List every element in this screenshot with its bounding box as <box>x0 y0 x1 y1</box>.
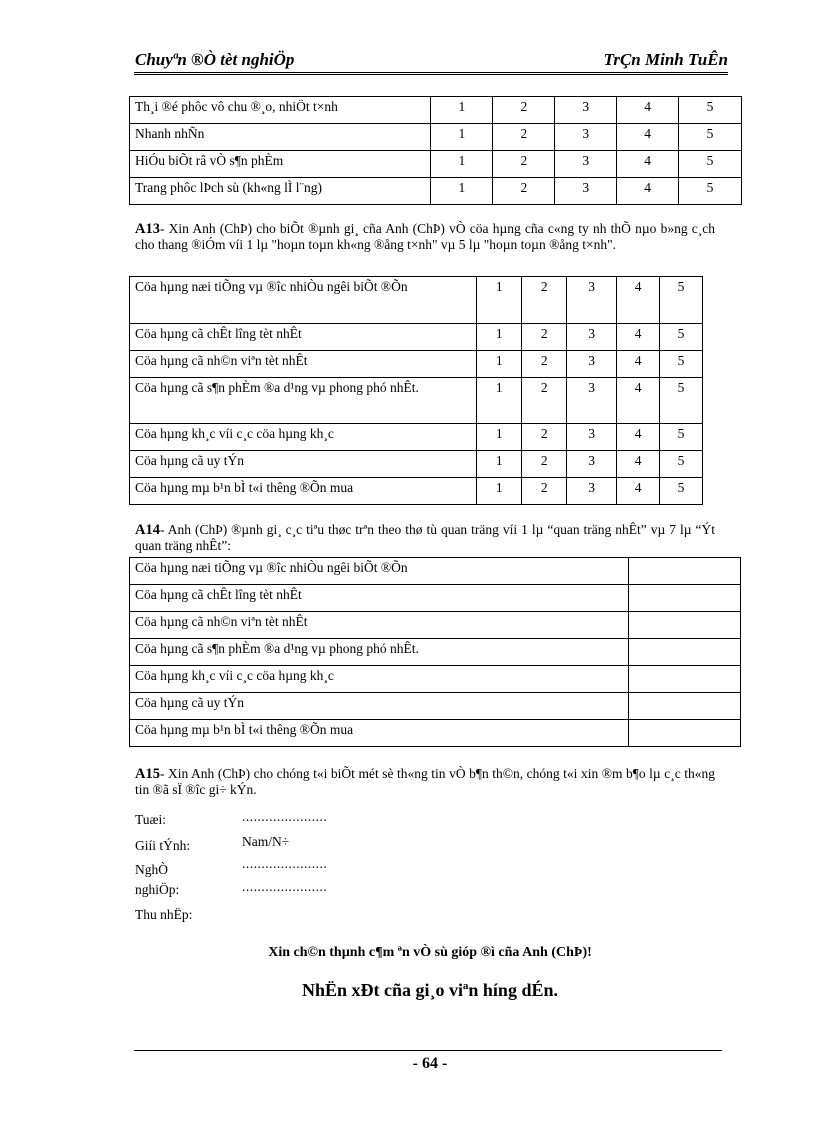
score-option[interactable]: 1 <box>477 351 522 378</box>
header-right: TrÇn Minh TuÊn <box>603 50 728 69</box>
row-label: Cöa hµng cã chÊt lîng tèt nhÊt <box>130 585 629 612</box>
table-row <box>130 97 742 124</box>
table-row <box>130 612 741 639</box>
score-option[interactable]: 3 <box>567 424 617 451</box>
header-rule <box>134 72 728 75</box>
score-option[interactable]: 2 <box>522 277 567 324</box>
score-option[interactable]: 3 <box>567 351 617 378</box>
question-a13 <box>135 221 715 253</box>
score-option[interactable]: 1 <box>477 451 522 478</box>
row-label: Cöa hµng mµ b¹n bÌ t«i thêng ®Õn mua <box>130 478 477 505</box>
question-number: A13 <box>135 221 160 237</box>
table-row <box>130 351 703 378</box>
score-option[interactable]: 1 <box>477 378 522 424</box>
job-value[interactable]: ...................... <box>242 856 328 871</box>
row-label: Cöa hµng cã uy tÝn <box>130 693 629 720</box>
advisor-review-heading: NhËn xÐt cña gi¸o viªn híng dÉn. <box>302 980 558 1000</box>
row-label: Cöa hµng mµ b¹n bÌ t«i thêng ®Õn mua <box>130 720 629 747</box>
ranking-table <box>129 557 741 747</box>
table-row <box>130 693 741 720</box>
job-label: NghÒ <box>135 862 168 877</box>
score-option[interactable]: 5 <box>679 178 742 205</box>
row-label: Cöa hµng cã nh©n viªn tèt nhÊt <box>130 351 477 378</box>
score-option[interactable]: 3 <box>567 324 617 351</box>
score-option[interactable]: 2 <box>522 424 567 451</box>
score-option[interactable]: 5 <box>679 124 742 151</box>
question-text: - Anh (ChÞ) ®µnh gi¸ c¸c tiªu thøc trªn theo thø tù quan träng víi 1 lµ “quan träng nhÊt” vµ 7 lµ “Ýt quan träng nhÊt”: <box>135 522 715 553</box>
rank-input-cell[interactable] <box>629 612 741 639</box>
row-label: Cöa hµng cã s¶n phÈm ®a d¹ng vµ phong phó nhÊt. <box>130 378 477 424</box>
score-option[interactable]: 5 <box>660 277 703 324</box>
table-row <box>130 666 741 693</box>
rank-input-cell[interactable] <box>629 558 741 585</box>
row-label: Cöa hµng cã nh©n viªn tèt nhÊt <box>130 612 629 639</box>
rank-input-cell[interactable] <box>629 693 741 720</box>
score-option[interactable]: 2 <box>493 124 555 151</box>
table-row <box>130 178 742 205</box>
rank-input-cell[interactable] <box>629 666 741 693</box>
rank-input-cell[interactable] <box>629 639 741 666</box>
score-option[interactable]: 4 <box>617 178 679 205</box>
row-label: HiÓu biÕt râ vÒ s¶n phÈm <box>130 151 431 178</box>
age-label: Tuæi: <box>135 812 167 827</box>
score-option[interactable]: 3 <box>567 478 617 505</box>
row-label: Cöa hµng kh¸c víi c¸c cöa hµng kh¸c <box>130 666 629 693</box>
table-row <box>130 478 703 505</box>
score-option[interactable]: 2 <box>522 351 567 378</box>
row-label: Cöa hµng næi tiÕng vµ ®îc nhiÒu ngêi biÕt ®Õn <box>130 277 477 324</box>
score-option[interactable]: 2 <box>493 97 555 124</box>
score-option[interactable]: 1 <box>477 424 522 451</box>
rating-table-staff <box>129 96 742 205</box>
score-option[interactable]: 5 <box>660 378 703 424</box>
table-row <box>130 639 741 666</box>
score-option[interactable]: 2 <box>522 378 567 424</box>
rating-table-store <box>129 276 703 505</box>
table-row <box>130 558 741 585</box>
row-label: Cöa hµng cã s¶n phÈm ®a d¹ng vµ phong phó nhÊt. <box>130 639 629 666</box>
score-option[interactable]: 5 <box>660 351 703 378</box>
question-number: A15 <box>135 766 160 782</box>
score-option[interactable]: 3 <box>567 378 617 424</box>
score-option[interactable]: 1 <box>477 324 522 351</box>
score-option[interactable]: 3 <box>555 124 617 151</box>
table-row <box>130 151 742 178</box>
table-row <box>130 424 703 451</box>
question-a14 <box>135 522 715 554</box>
footer-rule <box>134 1050 722 1051</box>
score-option[interactable]: 3 <box>555 97 617 124</box>
score-option[interactable]: 4 <box>617 478 660 505</box>
header-left: Chuyªn ®Ò tèt nghiÖp <box>135 50 295 69</box>
score-option[interactable]: 3 <box>567 277 617 324</box>
question-a15 <box>135 766 715 798</box>
score-option[interactable]: 3 <box>555 151 617 178</box>
row-label: Trang phôc lÞch sù (kh«ng lÌ l¨ng) <box>130 178 431 205</box>
question-text: - Xin Anh (ChÞ) cho chóng t«i biÕt mét sè th«ng tin vÒ b¶n th©n, chóng t«i xin ®m b¶o lµ c¸c th«ng tin ®ã sÏ ®îc gi÷ kÝn. <box>135 766 715 797</box>
page-number: - 64 - <box>412 1055 448 1072</box>
table-row <box>130 124 742 151</box>
score-option[interactable]: 4 <box>617 151 679 178</box>
income-label: Thu nhËp: <box>135 907 193 922</box>
table-row <box>130 720 741 747</box>
score-option[interactable]: 1 <box>477 478 522 505</box>
table-row <box>130 277 703 324</box>
score-option[interactable]: 2 <box>522 478 567 505</box>
table-row <box>130 585 741 612</box>
row-label: Cöa hµng cã uy tÝn <box>130 451 477 478</box>
table-row <box>130 451 703 478</box>
score-option[interactable]: 1 <box>477 277 522 324</box>
table-row <box>130 378 703 424</box>
score-option[interactable]: 4 <box>617 351 660 378</box>
row-label: Cöa hµng kh¸c víi c¸c cöa hµng kh¸c <box>130 424 477 451</box>
gender-label: Giíi tÝnh: <box>135 838 191 853</box>
gender-value[interactable]: Nam/N÷ <box>242 834 290 849</box>
question-text: - Xin Anh (ChÞ) cho biÕt ®µnh gi¸ cña Anh (ChÞ) vÒ cöa hµng cña c«ng ty nh thÕ nµo b»ng c¸ch cho thang ®iÓm víi 1 lµ "hoµn toµn kh«ng ®ång t×nh" vµ 5 lµ "hoµn toµn ®ång t×nh". <box>135 221 715 252</box>
score-option[interactable]: 2 <box>522 451 567 478</box>
score-option[interactable]: 3 <box>555 178 617 205</box>
score-option[interactable]: 4 <box>617 451 660 478</box>
score-option[interactable]: 2 <box>493 151 555 178</box>
score-option[interactable]: 1 <box>431 124 493 151</box>
score-option[interactable]: 4 <box>617 124 679 151</box>
score-option[interactable]: 2 <box>493 178 555 205</box>
row-label: Th¸i ®é phôc vô chu ®¸o, nhiÖt t×nh <box>130 97 431 124</box>
score-option[interactable]: 5 <box>660 424 703 451</box>
score-option[interactable]: 5 <box>660 478 703 505</box>
score-option[interactable]: 4 <box>617 378 660 424</box>
score-option[interactable]: 5 <box>660 451 703 478</box>
score-option[interactable]: 4 <box>617 324 660 351</box>
thanks-note: Xin ch©n thµnh c¶m ªn vÒ sù gióp ®ì cña Anh (ChÞ)! <box>268 945 592 960</box>
row-label: Cöa hµng cã chÊt lîng tèt nhÊt <box>130 324 477 351</box>
rank-input-cell[interactable] <box>629 585 741 612</box>
score-option[interactable]: 1 <box>431 151 493 178</box>
job-label-cont: nghiÖp: <box>135 882 180 897</box>
score-option[interactable]: 4 <box>617 277 660 324</box>
score-option[interactable]: 5 <box>660 324 703 351</box>
row-label: Nhanh nhÑn <box>130 124 431 151</box>
table-row <box>130 324 703 351</box>
question-number: A14 <box>135 522 160 538</box>
age-value[interactable]: ...................... <box>242 809 328 824</box>
score-option[interactable]: 5 <box>679 97 742 124</box>
score-option[interactable]: 5 <box>679 151 742 178</box>
row-label: Cöa hµng næi tiÕng vµ ®îc nhiÒu ngêi biÕt ®Õn <box>130 558 629 585</box>
rank-input-cell[interactable] <box>629 720 741 747</box>
score-option[interactable]: 4 <box>617 424 660 451</box>
score-option[interactable]: 2 <box>522 324 567 351</box>
score-option[interactable]: 3 <box>567 451 617 478</box>
score-option[interactable]: 4 <box>617 97 679 124</box>
score-option[interactable]: 1 <box>431 178 493 205</box>
score-option[interactable]: 1 <box>431 97 493 124</box>
job-value-2[interactable]: ...................... <box>242 879 328 894</box>
